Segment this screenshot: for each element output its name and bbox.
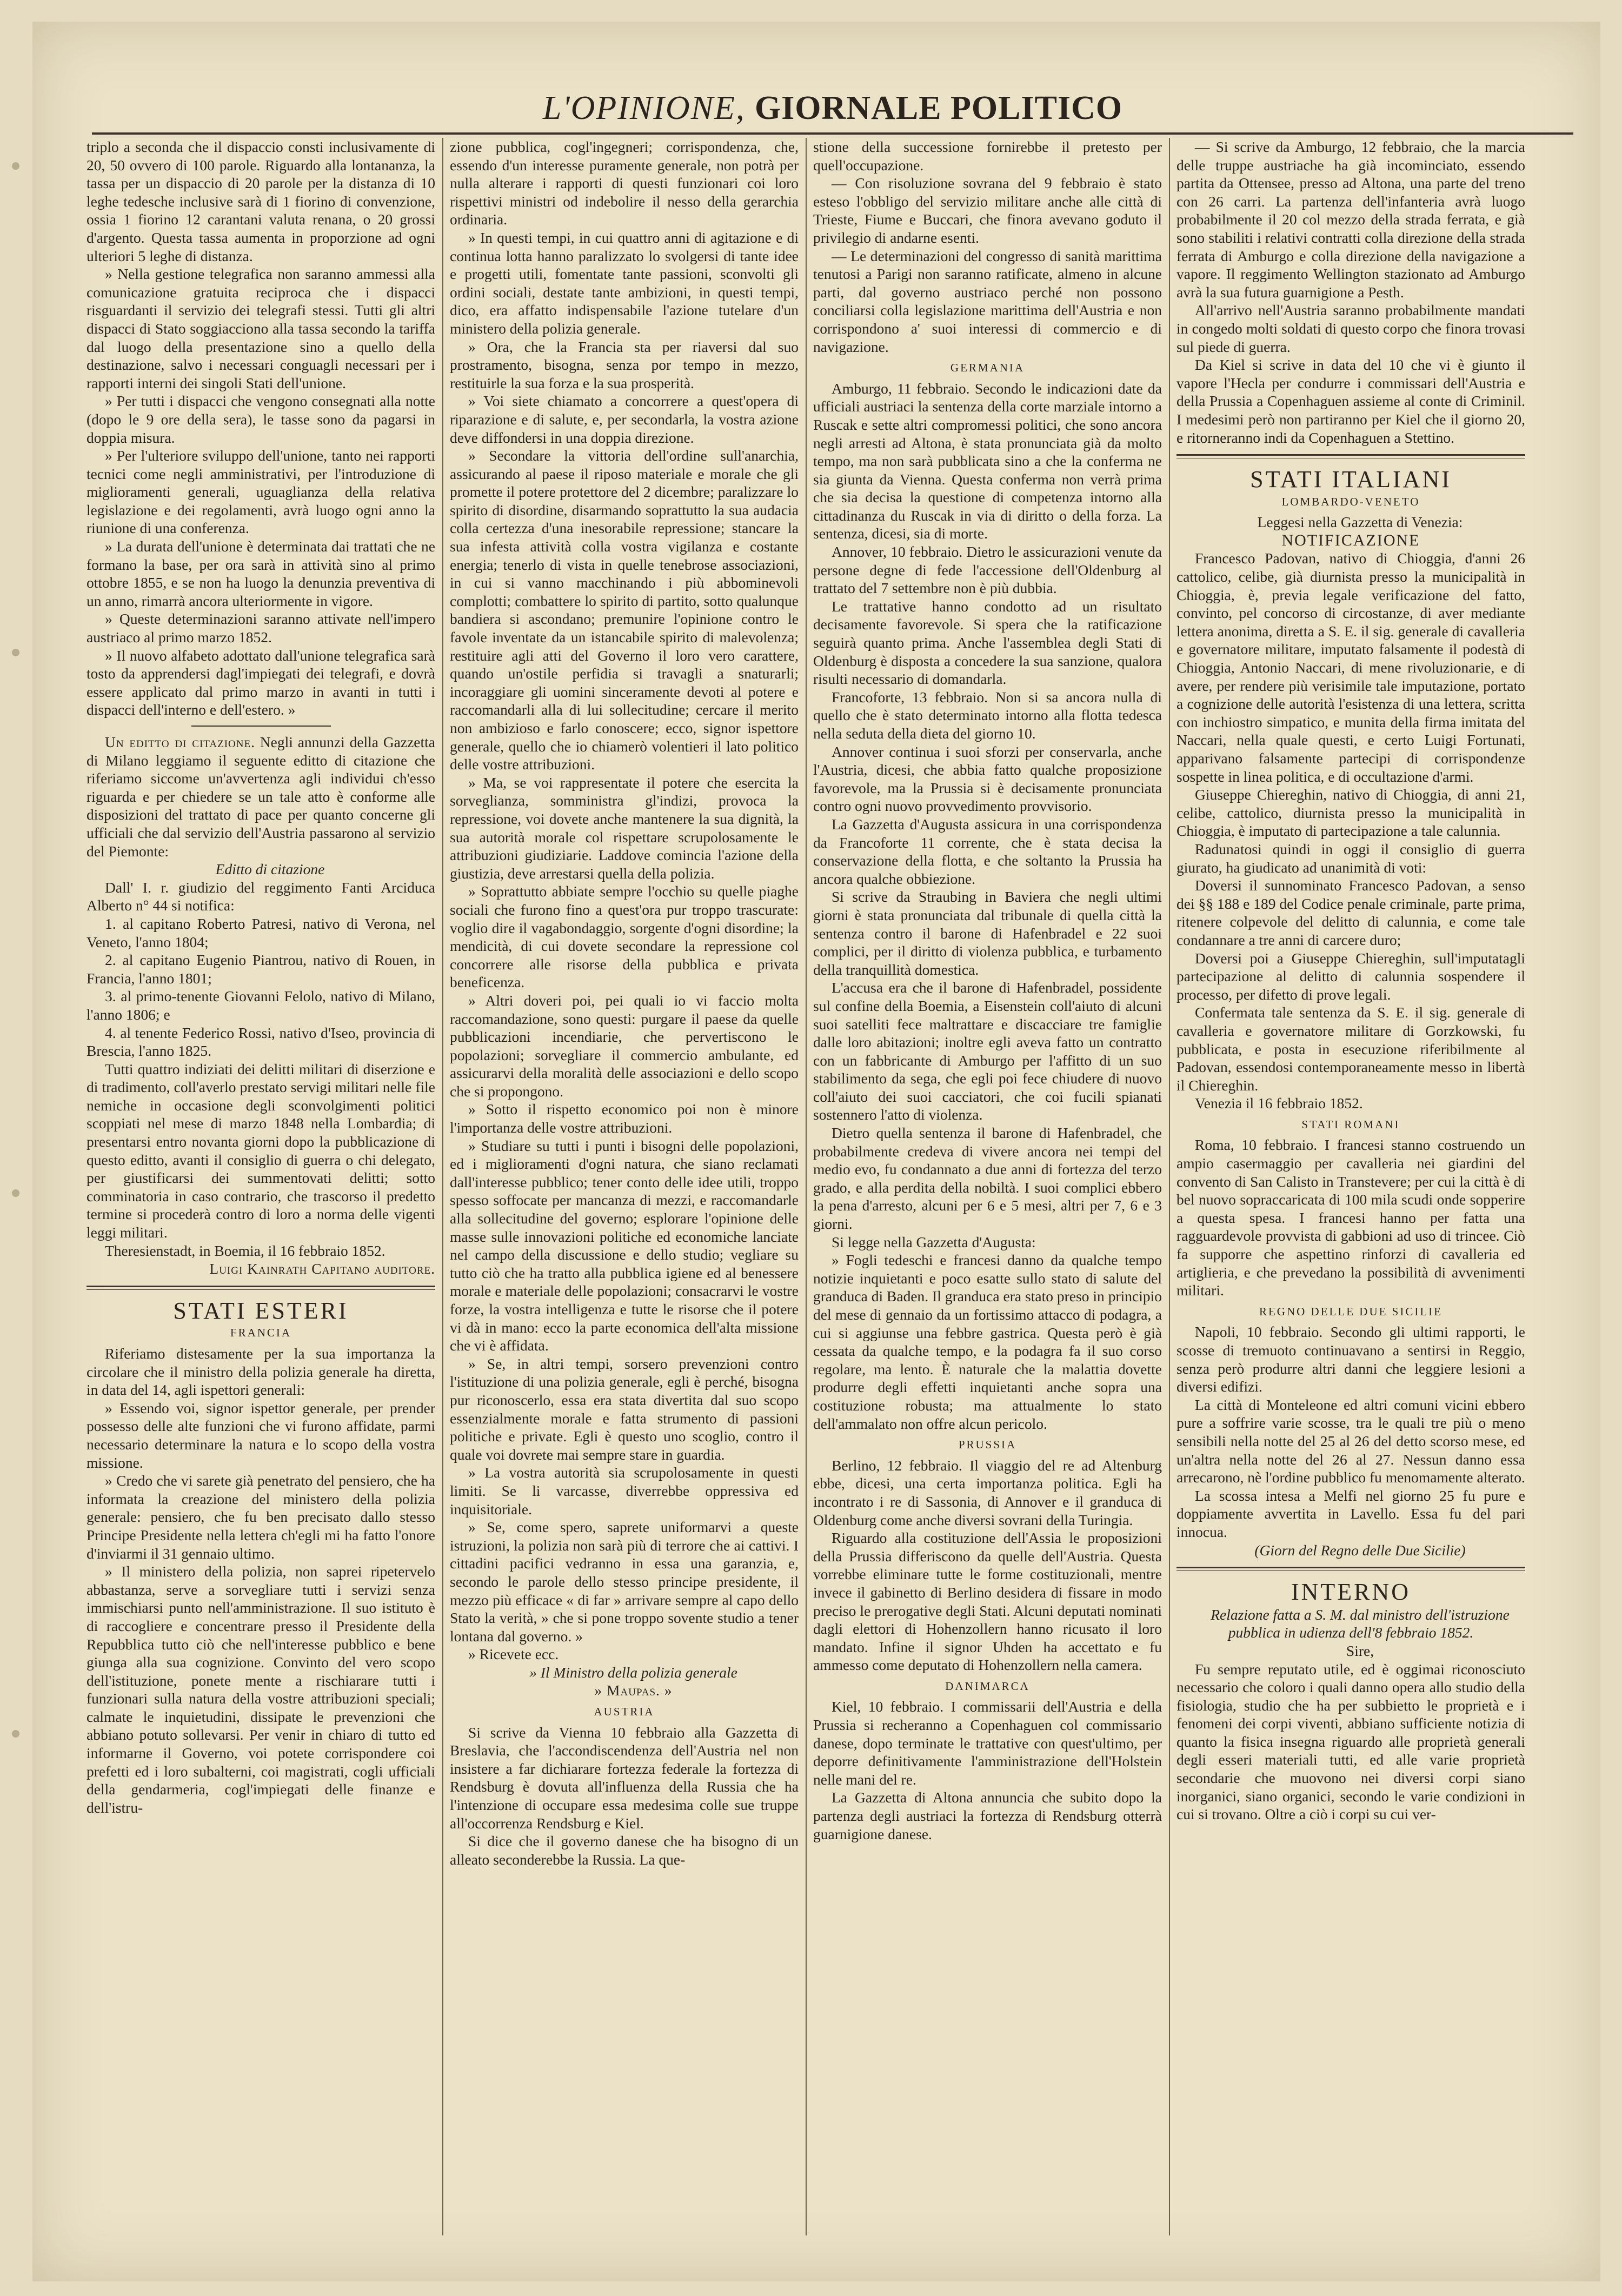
- section-rule: [1176, 454, 1525, 458]
- region-heading: LOMBARDO-VENETO: [1281, 495, 1420, 508]
- paragraph: La scossa intesa a Melfi nel giorno 25 fu pure e doppiamente avvertita in Lavello. Essa fu del pari innocua.: [1176, 1487, 1525, 1540]
- paragraph: Francesco Padovan, nativo di Chioggia, d'anni 26 cattolico, celibe, già diurnista presso la municipalità in Chioggia, è, previa legale verificazione del fatto, convinto, pel concorso di circostanze, di aver mediante lettera anonima, diretta a S. E. il sig. generale di cavalleria e governatore militare, imputato falsamente il podestà di Chioggia, Antonio Naccari, di mene rivoluzionarie, e di avere, per rendere più verisimile tale imputazione, portato a cognizione delle autorità l'esistenza di una lettera, scritta con inchiostro simpatico, e munita della firma imitata del Naccari, nella quale questi, e certo Luigi Fortunati, apparivano falsamente partecipi di corrispondenze sospette in linea politica, e di occultazione d'armi.: [1176, 550, 1525, 785]
- paragraph: Fu sempre reputato utile, ed è oggimai riconosciuto necessario che coloro i quali danno opera allo studio della fisiologia, studio che ha per subbietto le proprietà e i fenomeni dei corpi viventi, abbiano sufficiente notizia di quanto la fisica insegna riguardo alle proprietà generali degli esseri materiali tutti, ed alle varie proprietà secondarie che muovono nei diversi corpi siano inorganici, siano organici, secondo le varie condizioni in cui si trovano. Oltre a ciò i corpi su cui ver-: [1176, 1660, 1525, 1823]
- list-item: 2. al capitano Eugenio Piantrou, nativo di Rouen, in Francia, l'anno 1801;: [87, 951, 435, 987]
- section-rule: [1176, 1567, 1525, 1571]
- edict-title: Editto di citazione: [215, 861, 325, 878]
- binding-hole: [12, 1730, 19, 1738]
- paragraph: Leggesi nella Gazzetta di Venezia:: [1257, 514, 1463, 531]
- masthead: L'OPINIONE, GIORNALE POLITICO: [542, 90, 1123, 127]
- country-heading: DANIMARCA: [945, 1679, 1030, 1693]
- region-heading: REGNO DELLE DUE SICILIE: [1259, 1305, 1443, 1318]
- paragraph: Riguardo alla costituzione dell'Assia le proposizioni della Prussia differiscono da quelle dell'Austria. Questa vorrebbe eliminare tutte le forme costituzionali, mentre invece il gabinetto di Berlino desidera di fissare in modo preciso le prerogative degli Stati. Alcuni deputati nominati dagli elettori di Hohenzollern hanno ricusato il loro mandato. Infine il signor Uhden ha accettato e fu ammesso come deputato di Hohenzollern nella camera.: [813, 1529, 1162, 1674]
- column-1: [87, 138, 435, 2235]
- dateline: Theresienstadt, in Boemia, il 16 febbraio 1852.: [105, 1242, 385, 1259]
- paragraph: Annover, 10 febbraio. Dietro le assicurazioni venute da persone degne di fede l'accessione dell'Oldenburg al trattato del 7 settembre non è più dubbia.: [813, 543, 1162, 597]
- signature: Luigi Kainrath Capitano auditore.: [209, 1260, 435, 1277]
- paragraph: L'accusa era che il barone di Hafenbradel, possidente sul confine della Boemia, a Eisenstein coll'aiuto di alcuni suoi satelliti fece maltrattare e discacciare tre famiglie dalle loro abitazioni; inoltre egli aveva fatto un contratto con un fabbricante di Amburgo per l'affitto di un suo stabilimento da sega, che egli poi fece chiudere di nuovo coll'aiuto dei suoi cacciatori, che coi fucili spianati sostennero l'atto di violenza.: [813, 979, 1162, 1123]
- region-heading: STATI ROMANI: [1301, 1117, 1400, 1131]
- paragraph: La Gazzetta d'Augusta assicura in una corrispondenza da Francoforte 11 corrente, che è stata decisa la conservazione della flotta, e che soltanto la Prussia ha ancora qualche obbiezione.: [813, 815, 1162, 887]
- paragraph: » In questi tempi, in cui quattro anni di agitazione e di continua lotta hanno paralizzato lo svolgersi di tante idee e progetti utili, fomentate tante passioni, sconvolti gli ordini sociali, destate tante ambizioni, in questi tempi, dico, era affatto indispensabile l'azione tutelare d'un ministero della polizia generale.: [450, 229, 799, 337]
- paragraph: » Per l'ulteriore sviluppo dell'unione, tanto nei rapporti tecnici come negli amministrativi, per l'introduzione di miglioramenti generali, uguaglianza della relativa legislazione e dei regolamenti, avrà luogo ogni anno la riunione di una conferenza.: [87, 447, 435, 537]
- paragraph: — Si scrive da Amburgo, 12 febbraio, che la marcia delle truppe austriache ha già incominciato, essendo partita da Ottensee, presso ad Altona, una parte del treno con 26 carri. La partenza dell'infanteria avrà luogo probabilmente il 20 col mezzo della strada ferrata, e già sono stabiliti i relativi contratti colla direzione della strada ferrata di Amburgo e colla direzione della navigazione a vapore. Il reggimento Wellington stazionato ad Amburgo avrà la sua futura guarnigione a Pesth.: [1176, 138, 1525, 301]
- paragraph: » Secondare la vittoria dell'ordine sull'anarchia, assicurando al paese il riposo materiale e morale che gli promette il potere protettore del 2 dicembre; paralizzare lo spirito di disordine, disarmando soprattutto la sua audacia colla certezza d'una inesorabile repressione; stancare la sua infesta attività colla vostra vigilanza e costante energia; tenerlo di vista in quelle tenebrose associazioni, in cui si vanno macchinando i più abbominevoli complotti; combattere lo spirito di partito, sotto qualunque bandiera si ascondano; premunire l'opinione contro le favole inventate da un istancabile spirito di malevolenza; restituire agli atti del Governo il loro vero carattere, quando un'ostile perfidia si travagli a snaturarli; incoraggiare gli uomini sinceramente devoti al potere e raccomandarli alla di lui sollecitudine; cercare il merito non ambizioso e farlo conoscere; ecco, signor ispettore generale, quello che io chiamerò volentieri il lato politico delle vostre attribuzioni.: [450, 447, 799, 773]
- masthead-name: L'OPINIONE: [542, 90, 736, 127]
- column-rule: [1169, 138, 1170, 2235]
- paragraph: Dietro quella sentenza il barone di Hafenbradel, che probabilmente credeva di vivere ancora nei tempi del medio evo, fu condannato a due anni di fortezza del terzo grado, e alla perdita della nobiltà. I suoi complici ebbero la pena d'arresto, alcuni per 6 e 5 mesi, altri per 7, 6 e 3 giorni.: [813, 1124, 1162, 1233]
- paragraph: La città di Monteleone ed altri comuni vicini ebbero pure a soffrire varie scosse, tra le quali tre più o meno sensibili nella notte del 25 al 26 del detto scorso mese, ed un'altra nella notte del 26 al 27. Nessun danno essa arrecarono, nè l'ordine pubblico fu menomamente alterato.: [1176, 1396, 1525, 1486]
- source-credit: (Giorn del Regno delle Due Sicilie): [1254, 1541, 1466, 1559]
- column-4: [1176, 138, 1525, 2235]
- divider: [191, 726, 331, 727]
- signature-title: » Il Ministro della polizia generale: [529, 1663, 737, 1681]
- paragraph: Napoli, 10 febbraio. Secondo gli ultimi rapporti, le scosse di tremuoto continuavano a sentirsi in Reggio, senza però produrre altri danni che leggiere lesioni a diversi edifizi.: [1176, 1323, 1525, 1395]
- report-title: Relazione fatta a S. M. dal ministro dell'istruzione pubblica in udienza dell'8 febbraio 1852.: [1211, 1606, 1510, 1641]
- paragraph: Roma, 10 febbraio. I francesi stanno costruendo un ampio casermaggio per cavalleria nei giardini del convento di San Calisto in Transtevere; per cui la città è di bel nuovo sopraccaricata di 100 mila scudi onde sopperire a questa spesa. I francesi hanno per fatta una ragguardevole provvista di gabbioni ad uso di trincee. Ciò fa supporre che aspettino rinforzi di cavalleria ed artiglieria, e che prevedano la possibilità di avvenimenti militari.: [1176, 1136, 1525, 1299]
- section-rule: [87, 1286, 435, 1290]
- salutation: Sire,: [1346, 1642, 1374, 1659]
- paragraph: Radunatosi quindi in oggi il consiglio di guerra giurato, ha giudicato ad unanimità di voti:: [1176, 840, 1525, 876]
- binding-edge: [5, 0, 27, 2296]
- paragraph: Si scrive da Vienna 10 febbraio alla Gazzetta di Breslavia, che l'accondiscendenza dell'Austria nel non insistere a far dichiarare fortezza federale la fortezza di Rendsburg è dovuta all'influenza della Russia che ha l'intenzione di occupare essa medesima colle sue truppe all'occorrenza Rendsburg e Kiel.: [450, 1723, 799, 1832]
- paragraph: Amburgo, 11 febbraio. Secondo le indicazioni date da ufficiali austriaci la sentenza della corte marziale intorno a Ruscak e sette altri compromessi politici, che sono ancora negli arresti ad Altona, è stata pronunciata già da molto tempo, ma non sarà pubblicata sino a che la conferma ne sia giunta da Vienna. Questa conferma non verrà prima che sia decisa la questione di competenza intorno alla cittadinanza du Ruscak in via di diritto o della forza. La sentenza, dicesi, sia di morte.: [813, 380, 1162, 542]
- section-title: INTERNO: [1291, 1579, 1411, 1606]
- masthead-subtitle: GIORNALE POLITICO: [754, 90, 1123, 127]
- paragraph: Doversi il sunnominato Francesco Padovan, a senso dei §§ 188 e 189 del Codice penale criminale, parte prima, ritenere colpevole del delitto di calunnia, e come tale condannare a tre anni di carcere duro;: [1176, 877, 1525, 948]
- column-3: [813, 138, 1162, 2235]
- paragraph: » Se, come spero, saprete uniformarvi a queste istruzioni, la polizia non sarà più di terrore che ai cattivi. I cittadini pacifici vedranno in essa una garanzia, e, secondo le parole dello stesso principe presidente, il mezzo più efficace « di far » arrivare sempre al capo dello Stato la verità, » che si pone troppo sovente studio a tener lontana dal governo. »: [450, 1519, 799, 1645]
- section-title: STATI ITALIANI: [1250, 466, 1452, 493]
- notification-title: NOTIFICAZIONE: [1281, 531, 1420, 549]
- paragraph: — Con risoluzione sovrana del 9 febbraio è stato esteso l'obbligo del servizio militare anche alle città di Trieste, Fiume e Buccari, che finora avevano goduto il privilegio di andarne esenti.: [813, 175, 1162, 246]
- paragraph: Da Kiel si scrive in data del 10 che vi è giunto il vapore l'Hecla per condurre i commissari dell'Austria e della Prussia a Copenhaguen assieme al conte di Criminil. I medesimi però non partiranno per Kiel che il giorno 20, e ritorneranno indi da Copenhaguen a Stettino.: [1176, 356, 1525, 446]
- paragraph: Si legge nella Gazzetta d'Augusta:: [832, 1233, 1036, 1250]
- paragraph: All'arrivo nell'Austria saranno probabilmente mandati in congedo molti soldati di questo corpo che finora trovasi sul piede di guerra.: [1176, 302, 1525, 355]
- paragraph: Francoforte, 13 febbraio. Non si sa ancora nulla di quello che è stato determinato intorno alla flotta tedesca nella seduta della dieta del giorno 10.: [813, 688, 1162, 742]
- paragraph: » Sotto il rispetto economico poi non è minore l'importanza delle vostre attribuzioni.: [450, 1101, 799, 1136]
- paragraph: » Fogli tedeschi e francesi danno da qualche tempo notizie inquietanti e poco esatte sullo stato di salute del granduca di Baden. Il granduca era stato preso in principio del mese di gennaio da un fortissimo attacco di podagra, a cui si aggiunse una febbre gastrica. Questa però è già cessata da qualche tempo, e la podagra fa il suo corso regolare, ma lento. È naturale che la malattia dovette produrre degli effetti inquietanti anche sopra una costituzione robusta; ma attualmente lo stato dell'ammalato non offre alcun pericolo.: [813, 1252, 1162, 1432]
- paragraph: Annover continua i suoi sforzi per conservarla, anche l'Austria, dicesi, che abbia fatto qualche proposizione favorevole, ma la Prussia si è decisamente pronunciata contro ogni nuovo provvedimento provvisorio.: [813, 743, 1162, 815]
- paragraph: La Gazzetta di Altona annuncia che subito dopo la partenza degli austriaci la fortezza di Rendsburg otterrà guarnigione danese.: [813, 1789, 1162, 1842]
- paragraph: » Per tutti i dispacci che vengono consegnati alla notte (dopo le 9 ore della sera), le tasse sono da pagarsi in doppia misura.: [87, 392, 435, 446]
- paragraph: Berlino, 12 febbraio. Il viaggio del re ad Altenburg ebbe, dicesi, una certa importanza politica. Egli ha incontrato i re di Sassonia, di Annover e il granduca di Oldenburg come anche diversi sovrani della Turingia.: [813, 1456, 1162, 1528]
- paragraph: Riferiamo distesamente per la sua importanza la circolare che il ministro della polizia generale ha diretta, in data del 14, agli ispettori generali:: [87, 1345, 435, 1399]
- article-lead: Un editto di citazione.: [105, 734, 255, 750]
- paragraph: Le trattative hanno condotto ad un risultato decisamente favorevole. Si spera che la ratificazione seguirà quanto prima. Anche l'assemblea degli Stati di Oldenburg è disposta a concedere la sua sanzione, qualora risulti necessario di domandarla.: [813, 597, 1162, 688]
- section-title: STATI ESTERI: [173, 1297, 349, 1324]
- column-rule: [806, 138, 807, 2235]
- dateline: Venezia il 16 febbraio 1852.: [1195, 1095, 1363, 1112]
- paragraph: » Nella gestione telegrafica non saranno ammessi alla comunicazione gratuita reciproca che i dispacci risguardanti il servizio dei telegrafi stessi. Tutti gli altri dispacci di Stato soggiacciono alla tassa secondo la tariffa dal luogo della presentazione sino a quello della destinazione, salvo i necessari conguagli necessari per i rapporti interni dei singoli Stati dell'unione.: [87, 265, 435, 391]
- paragraph: Si dice che il governo danese che ha bisogno di un alleato seconderebbe la Russia. La que-: [450, 1833, 799, 1868]
- paragraph: Dall' I. r. giudizio del reggimento Fanti Arciduca Alberto n° 44 si notifica:: [87, 879, 435, 914]
- list-item: 3. al primo-tenente Giovanni Felolo, nativo di Milano, l'anno 1806; e: [87, 988, 435, 1023]
- country-heading: GERMANIA: [950, 361, 1025, 375]
- column-2: [450, 138, 799, 2235]
- paragraph: stione della successione fornirebbe il pretesto per quell'occupazione.: [813, 138, 1162, 174]
- paragraph: » Ricevete ecc.: [468, 1646, 559, 1663]
- paragraph: Confermata tale sentenza da S. E. il sig. generale di cavalleria e governatore militare di Gorzkowski, fu pubblicata, e posta in esecuzione riferibilmente al Padovan, essendosi contemporaneamente messo in libertà il Chiereghin.: [1176, 1004, 1525, 1094]
- paragraph: » La vostra autorità sia scrupolosamente in questi limiti. Se li varcasse, diverrebbe oppressiva ed inquisitoriale.: [450, 1464, 799, 1518]
- column-rule: [442, 138, 443, 2235]
- paragraph: Tutti quattro indiziati dei delitti militari di diserzione e di tradimento, coll'averlo prestato servigi militari nelle file nemiche in occasione degli sconvolgimenti politici scoppiati nel mese di marzo 1848 nella Lombardia; di presentarsi entro novanta giorni dopo la pubblicazione di questo editto, avanti il consiglio di guerra o chi delegato, per giustificarsi dei summentovati delitti; sotto comminatoria in caso contrario, che trascorso il predetto termine si procederà contro di loro a norma delle vigenti leggi militari.: [87, 1060, 435, 1241]
- paragraph: zione pubblica, cogl'ingegneri; corrispondenza, che, essendo d'un interesse puramente generale, non potrà per nulla alterare i rapporti di questi funzionari coi loro rispettivi ministri od indebolire il nesso della gerarchia ordinaria.: [450, 138, 799, 228]
- binding-hole: [12, 162, 19, 170]
- paragraph: » La durata dell'unione è determinata dai trattati che ne formano la base, per ora sarà in attività sino al primo ottobre 1855, e se non ha luogo la denunzia preventiva di un anno, rimarrà ancora ulteriormente in vigore.: [87, 538, 435, 609]
- paragraph: » Ora, che la Francia sta per riaversi dal suo prostramento, bisogna, senza por tempo in mezzo, restituirle la sua forza e la sua prosperità.: [450, 338, 799, 391]
- paragraph: Kiel, 10 febbraio. I commissarii dell'Austria e della Prussia si recheranno a Copenhaguen col commissario danese, dopo terminate le trattative con quest'ultimo, per deporre definitivamente l'amministrazione dell'Holstein nelle mani del re.: [813, 1698, 1162, 1788]
- paragraph: » Credo che vi sarete già penetrato del pensiero, che ha informata la creazione del ministero della polizia generale: pensiero, che fu ben precisato dallo stesso Principe Presidente nella lettera ch'egli mi ha fatto l'onore d'inviarmi il 31 gennaio ultimo.: [87, 1472, 435, 1562]
- paragraph: » Il nuovo alfabeto adottato dall'unione telegrafica sarà tosto da apprendersi dagl'impiegati dei telegrafi, e dovrà essere applicato dal primo marzo in avanti in tutti i dispacci dell'interno e dell'estero. »: [87, 647, 435, 718]
- paragraph: » Soprattutto abbiate sempre l'occhio su quelle piaghe sociali che furono fino a quest'ora pur troppo trascurate: voglio dire il vagabondaggio, sorgente d'ogni disordine; la mendicità, di cui dovete secondare la repressione col concorrere alle risorse della pubblica e privata beneficenza.: [450, 883, 799, 991]
- paragraph: Doversi poi a Giuseppe Chiereghin, sull'imputatagli partecipazione al delitto di calunnia sospendere il processo, per difetto di prove legali.: [1176, 949, 1525, 1003]
- signature: » Maupas. »: [594, 1682, 673, 1699]
- paragraph: Si scrive da Straubing in Baviera che negli ultimi giorni è stata pronunciata dal tribunale di quella città la sentenza contro il barone di Hafenbradel e 22 suoi complici, per il diritto di violenza pubblica, e turbamento della tranquillità domestica.: [813, 888, 1162, 978]
- paragraph: Negli annunzi della Gazzetta di Milano leggiamo il seguente editto di citazione che riferiamo siccome un'avvertenza agli individui ch'esso riguarda e per chiedere se un tale atto è conforme alle disposizioni del trattato di pace per quanto concerne gli ufficiali che dal servizio dell'Austria passarono al servizio del Piemonte:: [87, 734, 435, 860]
- paragraph: » Voi siete chiamato a concorrere a quest'opera di riparazione e di salute, e, per secondarla, la vostra azione deve diffondersi in una doppia direzione.: [450, 392, 799, 446]
- paragraph: » Altri doveri poi, pei quali io vi faccio molta raccomandazione, sono questi: purgare il paese da quelle pubblicazioni incendiarie, che pervertiscono le popolazioni; sorvegliare il commercio ambulante, ed assicurarvi della moralità delle associazioni e dello scopo che si propongono.: [450, 991, 799, 1100]
- paragraph: triplo a seconda che il dispaccio consti inclusivamente di 20, 50 ovvero di 100 parole. Riguardo alla lontananza, la tassa per un dispaccio di 20 parole per la distanza di 10 leghe tedesche inclusive sarà di 1 fiorino di convenzione, ossia 1 fiorino 12 carantani valuta renana, o 20 grossi d'argento. Questa tassa aumenta in proporzione ad ogni ulteriori 5 leghe di distanza.: [87, 138, 435, 264]
- paragraph: » Essendo voi, signor ispettor generale, per prender possesso delle alte funzioni che vi furono affidate, parmi necessario determinare la natura e lo scopo della vostra missione.: [87, 1399, 435, 1471]
- paragraph: » Se, in altri tempi, sorsero prevenzioni contro l'istituzione di una polizia generale, egli è perché, bisogna pur riconoscerlo, essa era stata divertita dal suo scopo essenzialmente morale e fatta strumento di passioni politiche e private. Egli è questo uno scoglio, contro il quale voi dovrete mai sempre stare in guardia.: [450, 1355, 799, 1463]
- binding-hole: [12, 649, 19, 656]
- paragraph: » Queste determinazioni saranno attivate nell'impero austriaco al primo marzo 1852.: [87, 610, 435, 646]
- paragraph: Giuseppe Chiereghin, nativo di Chioggia, di anni 21, celibe, cattolico, diurnista presso la municipalità in Chioggia, è imputato di partecipazione a tale calunnia.: [1176, 786, 1525, 840]
- list-item: 4. al tenente Federico Rossi, nativo d'Iseo, provincia di Brescia, l'anno 1825.: [87, 1024, 435, 1060]
- country-heading: PRUSSIA: [958, 1438, 1017, 1452]
- country-heading: FRANCIA: [230, 1326, 292, 1340]
- masthead-rule: [92, 132, 1573, 135]
- paragraph: » Ma, se voi rappresentate il potere che esercita la sorveglianza, somministra gl'indizi, provoca la repressione, voi dovete anche mantenere la sua dignità, la sua autorità morale col rispettare scrupolosamente le attribuzioni giudiziarie. Laddove comincia l'azione della giustizia, deve arrestarsi quella della polizia.: [450, 774, 799, 882]
- paragraph: » Studiare su tutti i punti i bisogni delle popolazioni, ed i miglioramenti d'ogni natura, che siano reclamati dall'interesse pubblico; tener conto delle idee utili, troppo spesso soffocate per mancanza di mezzi, e raccomandarle alla sollecitudine del governo; esplorare l'opinione delle masse sulle innovazioni politiche ed economiche lanciate nel campo della discussione e dello studio; vegliare su tutto ciò che ha tratto alla pubblica igiene ed al benessere morale e materiale delle popolazioni; consacrarvi le vostre forze, la vostra intelligenza e tutte le risorse che il potere vi dà in mano: ecco la parte economica dell'alta missione che vi è affidata.: [450, 1137, 799, 1354]
- binding-hole: [12, 1189, 19, 1197]
- list-item: 1. al capitano Roberto Patresi, nativo di Verona, nel Veneto, l'anno 1804;: [87, 915, 435, 950]
- paragraph: — Le determinazioni del congresso di sanità marittima tenutosi a Parigi non saranno ratificate, almeno in alcune parti, dal governo austriaco perché non possono conciliarsi colla legislazione marittima dell'Austria e non corrispondono a' suoi interessi di commercio e di navigazione.: [813, 247, 1162, 355]
- paragraph: » Il ministero della polizia, non saprei ripetervelo abbastanza, serve a sorvegliare tutti i servizi senza immischiarsi punto nell'amministrazione. Il suo istituto è di raccogliere e concentrare presso il Presidente della Repubblica tutto ciò che nell'interesse pubblico e bene giunga alla sua cognizione. Convinto del vero scopo dell'istituzione, ponete mente a rischiarare tutti i funzionari sulla natura della vostre attribuzioni speciali; calmate le inquietudini, dissipate le prevenzioni che abbiano potuto sollevarsi. Per venir in chiaro di tutto ed informarne il Governo, voi potete corrispondere coi prefetti ed i loro subalterni, coi magistrati, cogli ufficiali della gendarmeria, cogl'impiegati delle finanze e dell'istru-: [87, 1563, 435, 1816]
- country-heading: AUSTRIA: [594, 1705, 655, 1719]
